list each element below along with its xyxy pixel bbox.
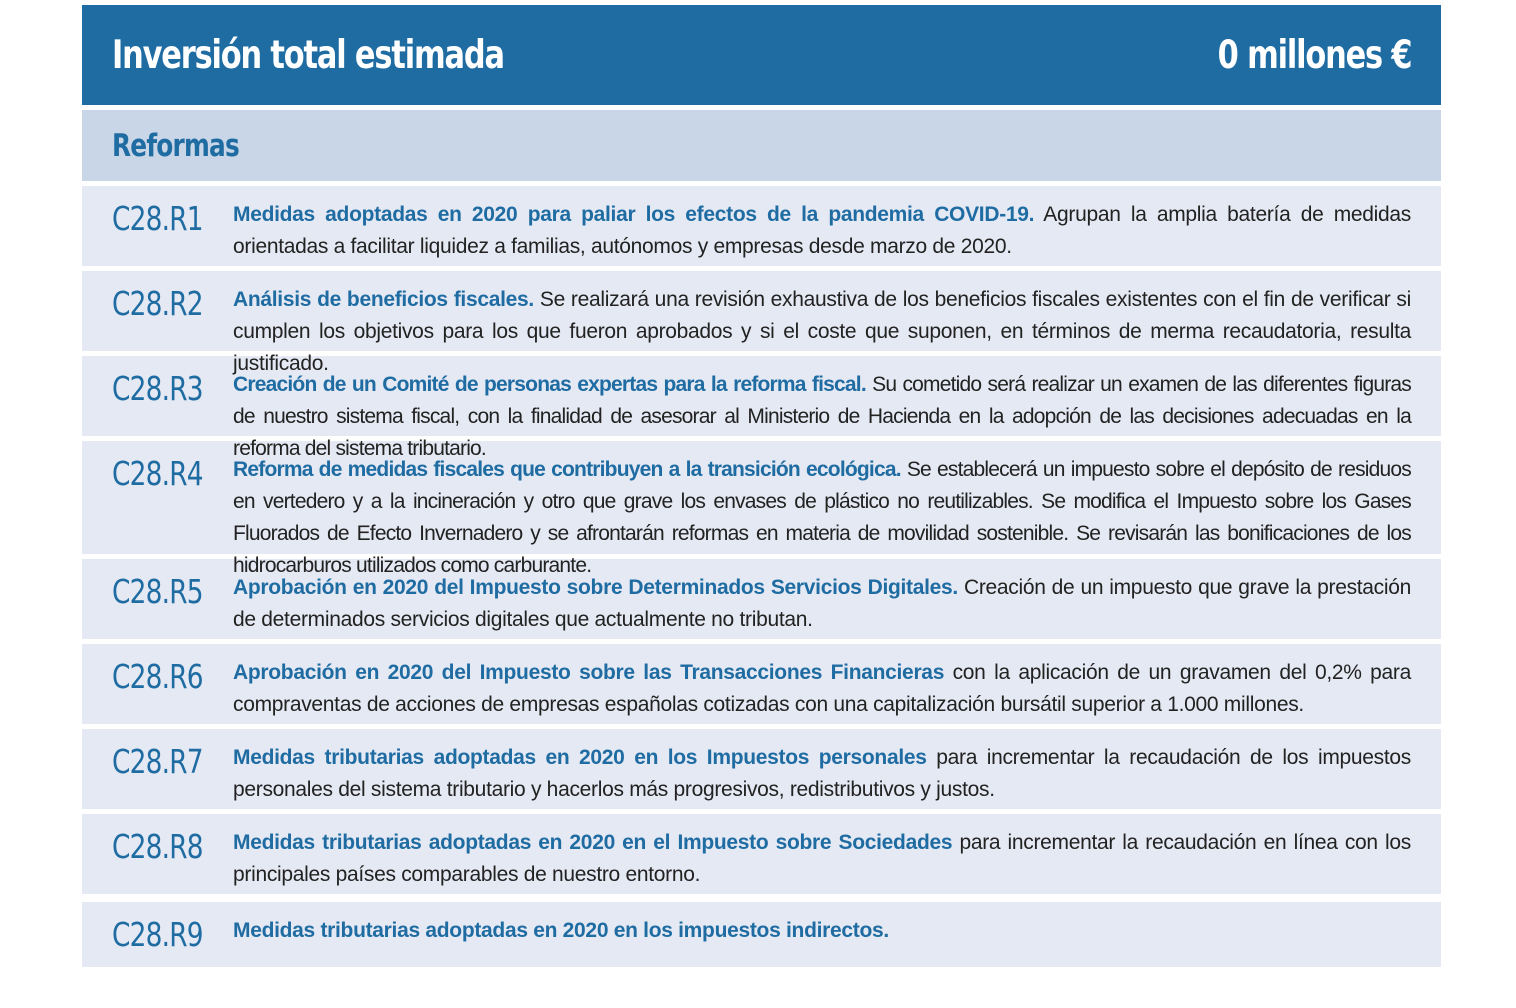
reform-code: C28.R6 — [112, 657, 203, 696]
reform-body: Se establecerá un impuesto sobre el depósito de residuos en vertedero y a la incineración y otro que grave los envases de plástico no reutilizables. Se modifica el Impuesto sobre los Gases Fluorados de Efecto Invernadero y se afrontarán reformas en materia de movilidad sostenible. Se revisarán las bonificaciones de los hidrocarburos utilizados como carburante. — [233, 458, 1411, 577]
reform-code: C28.R4 — [112, 454, 203, 493]
reform-body: Creación de un impuesto que grave la prestación de determinados servicios digitales que actualmente no tributan. — [233, 576, 1412, 631]
reform-row-r4 — [82, 441, 1441, 577]
reform-description — [233, 742, 1411, 801]
section-band — [82, 110, 1441, 181]
reform-body: para incrementar la recaudación en línea con los principales países comparables de nuestro entorno. — [233, 831, 1411, 886]
header-title: Inversión total estimada — [112, 32, 504, 78]
reform-description — [233, 915, 1411, 955]
reform-title: Medidas tributarias adoptadas en 2020 en los Impuestos personales — [233, 746, 927, 769]
reform-row-r1 — [82, 186, 1441, 266]
reform-description — [233, 827, 1411, 886]
reform-title: Creación de un Comité de personas expertas para la reforma fiscal. — [233, 373, 866, 396]
reform-body: para incrementar la recaudación de los impuestos personales del sistema tributario y hacerlos más progresivos, redistributivos y justos. — [233, 746, 1411, 801]
reform-description — [233, 369, 1411, 460]
reform-description — [233, 572, 1412, 631]
reform-row-r6 — [82, 644, 1441, 724]
reform-title: Medidas tributarias adoptadas en 2020 en los impuestos indirectos. — [233, 919, 889, 942]
reform-body: con la aplicación de un gravamen del 0,2% para compraventas de acciones de empresas españolas cotizadas con una capitalización bursátil superior a 1.000 millones. — [233, 661, 1411, 716]
reform-row-r8 — [82, 814, 1441, 894]
reform-title: Medidas tributarias adoptadas en 2020 en el Impuesto sobre Sociedades — [233, 831, 953, 854]
reform-code: C28.R3 — [112, 369, 203, 408]
investment-table — [82, 5, 1441, 967]
reform-title: Análisis de beneficios fiscales. — [233, 288, 534, 311]
reform-description — [233, 454, 1411, 577]
reform-body: Se realizará una revisión exhaustiva de los beneficios fiscales existentes con el fin de verificar si cumplen los objetivos para los que fueron aprobados y si el coste que suponen, en términos de merma recaudatoria, resulta justificado. — [233, 288, 1412, 375]
reform-row-r9 — [82, 902, 1441, 967]
reform-description — [233, 284, 1412, 375]
reform-code: C28.R2 — [112, 284, 203, 323]
reform-title: Medidas adoptadas en 2020 para paliar los efectos de la pandemia COVID-19. — [233, 203, 1035, 226]
reform-description — [233, 657, 1411, 716]
reform-row-r2 — [82, 271, 1441, 375]
reform-code: C28.R7 — [112, 742, 203, 781]
reform-title: Reforma de medidas fiscales que contribuyen a la transición ecológica. — [233, 458, 901, 481]
reform-description — [233, 199, 1412, 258]
reform-title: Aprobación en 2020 del Impuesto sobre las Transacciones Financieras — [233, 661, 945, 684]
table-header — [82, 5, 1441, 105]
reform-title: Aprobación en 2020 del Impuesto sobre Determinados Servicios Digitales. — [233, 576, 958, 599]
reform-code: C28.R5 — [112, 572, 203, 611]
reform-code: C28.R9 — [112, 915, 203, 954]
reform-body: Su cometido será realizar un examen de las diferentes figuras de nuestro sistema fiscal, con la finalidad de asesorar al Ministerio de Hacienda en la adopción de las decisiones adecuadas en la reforma del sistema tributario. — [233, 373, 1411, 460]
reform-code: C28.R1 — [112, 199, 203, 238]
reform-code: C28.R8 — [112, 827, 203, 866]
section-label: Reformas — [112, 127, 239, 164]
reform-row-r7 — [82, 729, 1441, 809]
reform-body: Agrupan la amplia batería de medidas orientadas a facilitar liquidez a familias, autónomos y empresas desde marzo de 2020. — [233, 203, 1412, 258]
header-amount: 0 millones € — [1217, 32, 1411, 78]
